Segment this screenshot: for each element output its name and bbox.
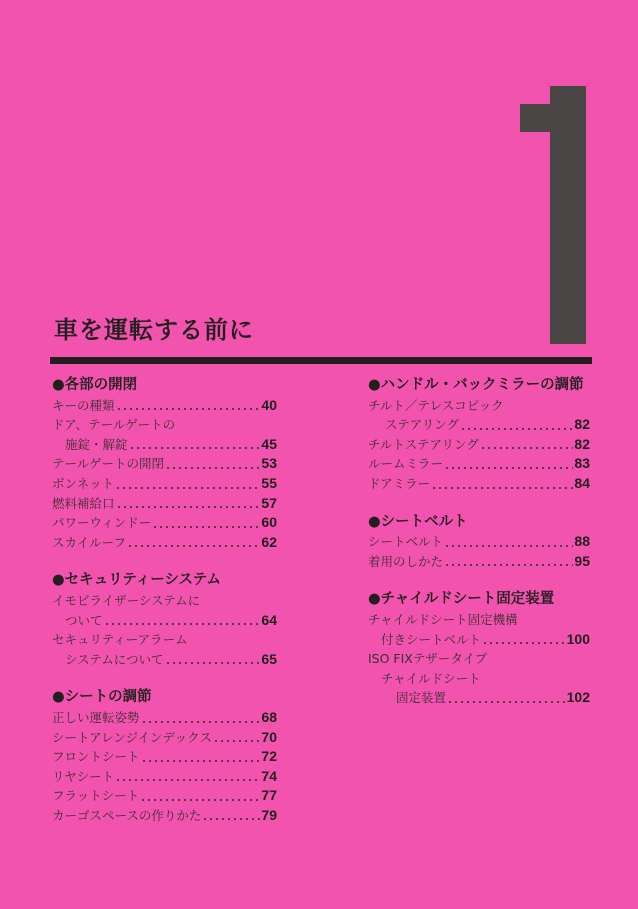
dot-leader (115, 487, 260, 489)
entry-label: ステアリング (385, 417, 460, 433)
toc-entry[interactable] (368, 474, 590, 494)
entry-label: ISO FIXテザータイプ (368, 651, 488, 667)
chapter-number-graphic (520, 86, 586, 344)
dot-leader (431, 487, 573, 489)
section-heading: ● チャイルドシート固定装置 (368, 590, 590, 610)
dot-leader (165, 467, 260, 469)
entry-label: セキュリティーアラーム (52, 632, 188, 648)
toc-entry[interactable] (368, 552, 590, 572)
dot-leader (213, 740, 260, 742)
page-number: 84 (574, 474, 590, 491)
toc-entry[interactable] (368, 435, 590, 455)
title-divider (50, 357, 592, 364)
entry-label: 着用のしかた (368, 553, 444, 569)
entry-label: チャイルドシート (381, 670, 481, 686)
entry-label: シートアレンジインデックス (52, 729, 213, 745)
page-number: 102 (566, 689, 590, 706)
dot-leader (444, 564, 573, 566)
page-number: 74 (261, 767, 277, 784)
toc-left-column (52, 376, 277, 844)
chapter-title: 車を運転する前に (54, 316, 254, 344)
toc-entry[interactable] (52, 767, 277, 787)
toc-entry[interactable] (52, 708, 277, 728)
toc-section-opening-closing (52, 376, 277, 552)
dot-leader (129, 447, 261, 449)
page-number: 77 (261, 787, 277, 804)
entry-label: ボンネット (52, 475, 115, 491)
bullet-icon: ● (368, 377, 381, 393)
toc-entry[interactable] (368, 630, 590, 650)
dot-leader (202, 818, 260, 820)
section-heading: ● セキュリティーシステム (52, 571, 277, 591)
toc-entry[interactable] (52, 454, 277, 474)
toc-section-seat-belts (368, 513, 590, 572)
toc-entry[interactable] (52, 533, 277, 553)
toc-entry[interactable] (368, 396, 590, 416)
toc-section-steering-mirrors (368, 376, 590, 494)
entry-label: スカイルーフ (52, 534, 127, 550)
toc-entry[interactable] (52, 786, 277, 806)
page-number: 72 (261, 748, 277, 765)
page-number: 62 (261, 533, 277, 550)
entry-label: リヤシート (52, 768, 115, 784)
page-number: 88 (574, 533, 590, 550)
section-heading: ● シートの調節 (52, 688, 277, 708)
entry-label: テールゲートの開閉 (52, 456, 165, 472)
toc-section-child-seat (368, 590, 590, 708)
entry-label: シートベルト (368, 534, 444, 550)
section-heading: ● 各部の開閉 (52, 376, 277, 396)
toc-entry[interactable] (368, 532, 590, 552)
page-number: 95 (574, 552, 590, 569)
entry-label: ドアミラー (368, 475, 431, 491)
dot-leader (141, 721, 261, 723)
entry-label: 燃料補給口 (52, 495, 115, 511)
page-number: 64 (261, 611, 277, 628)
toc-entry[interactable] (368, 415, 590, 435)
entry-label: システムについて (65, 651, 164, 667)
entry-label: チャイルドシート固定機構 (368, 611, 518, 627)
toc-entry[interactable] (52, 728, 277, 748)
bullet-icon: ● (368, 591, 381, 608)
entry-label: 固定装置 (396, 690, 447, 706)
toc-entry[interactable] (52, 611, 277, 631)
entry-label: フロントシート (52, 749, 140, 765)
dot-leader (104, 623, 261, 625)
toc-entry[interactable] (52, 494, 277, 514)
page-number: 57 (261, 494, 277, 511)
bullet-icon: ● (52, 572, 65, 589)
dot-leader (115, 779, 260, 781)
section-heading: ● シートベルト (368, 513, 590, 533)
toc-entry[interactable] (368, 649, 590, 669)
entry-label: 施錠・解錠 (65, 436, 128, 452)
toc-entry[interactable] (52, 513, 277, 533)
page-number: 83 (574, 455, 590, 472)
dot-leader (127, 545, 260, 547)
bullet-icon: ● (52, 689, 65, 706)
dot-leader (460, 428, 573, 430)
dot-leader (140, 799, 260, 801)
toc-entry[interactable] (368, 688, 590, 708)
toc-entry[interactable] (52, 396, 277, 416)
toc-section-seat-adjustment (52, 688, 277, 825)
dot-leader (141, 760, 261, 762)
entry-label: チルト／テレスコピック (368, 397, 504, 413)
toc-entry[interactable] (52, 435, 277, 455)
toc-entry[interactable] (52, 630, 277, 650)
page-number: 53 (261, 455, 277, 472)
page-number: 82 (574, 435, 590, 452)
entry-label: 正しい運転姿勢 (52, 709, 140, 725)
dot-leader (116, 408, 261, 410)
toc-entry[interactable] (52, 650, 277, 670)
toc-entry[interactable] (52, 591, 277, 611)
toc-entry[interactable] (368, 669, 590, 689)
page-number: 82 (574, 416, 590, 433)
entry-label: 付きシートベルト (381, 631, 482, 647)
toc-entry[interactable] (368, 454, 590, 474)
entry-label: ドア、テールゲートの (52, 417, 176, 433)
toc-entry[interactable] (52, 747, 277, 767)
page-number: 55 (261, 474, 277, 491)
dot-leader (444, 545, 573, 547)
toc-section-security-system (52, 571, 277, 669)
entry-label: イモビライザーシステムに (52, 592, 201, 608)
page-number: 60 (261, 514, 277, 531)
dot-leader (480, 447, 574, 449)
entry-label: ルームミラー (368, 456, 444, 472)
entry-label: カーゴスペースの作りかた (52, 807, 202, 823)
dot-leader (447, 701, 566, 703)
dot-leader (116, 506, 261, 508)
section-heading: ● ハンドル・バックミラーの調節 (368, 376, 590, 396)
entry-label: ついて (65, 612, 103, 628)
page-number: 79 (261, 806, 277, 823)
toc-entry[interactable] (368, 610, 590, 630)
dot-leader (152, 526, 260, 528)
toc-entry[interactable] (52, 474, 277, 494)
page-number: 40 (261, 396, 277, 413)
entry-label: パワーウィンドー (52, 515, 152, 531)
dot-leader (444, 467, 573, 469)
chapter-number-one-shape (520, 86, 586, 344)
entry-label: キーの種類 (52, 397, 115, 413)
bullet-icon: ● (52, 377, 65, 393)
page-number: 68 (261, 708, 277, 725)
dot-leader (482, 642, 566, 644)
page-number: 70 (261, 728, 277, 745)
page-number: 65 (261, 650, 277, 667)
toc-entry[interactable] (52, 806, 277, 826)
entry-label: チルトステアリング (368, 436, 479, 452)
bullet-icon: ● (368, 513, 381, 530)
page-number: 45 (261, 435, 277, 452)
entry-label: フラットシート (52, 788, 140, 804)
page-number: 100 (566, 630, 590, 647)
toc-entry[interactable] (52, 415, 277, 435)
toc-right-column (368, 376, 590, 727)
dot-leader (165, 662, 261, 664)
